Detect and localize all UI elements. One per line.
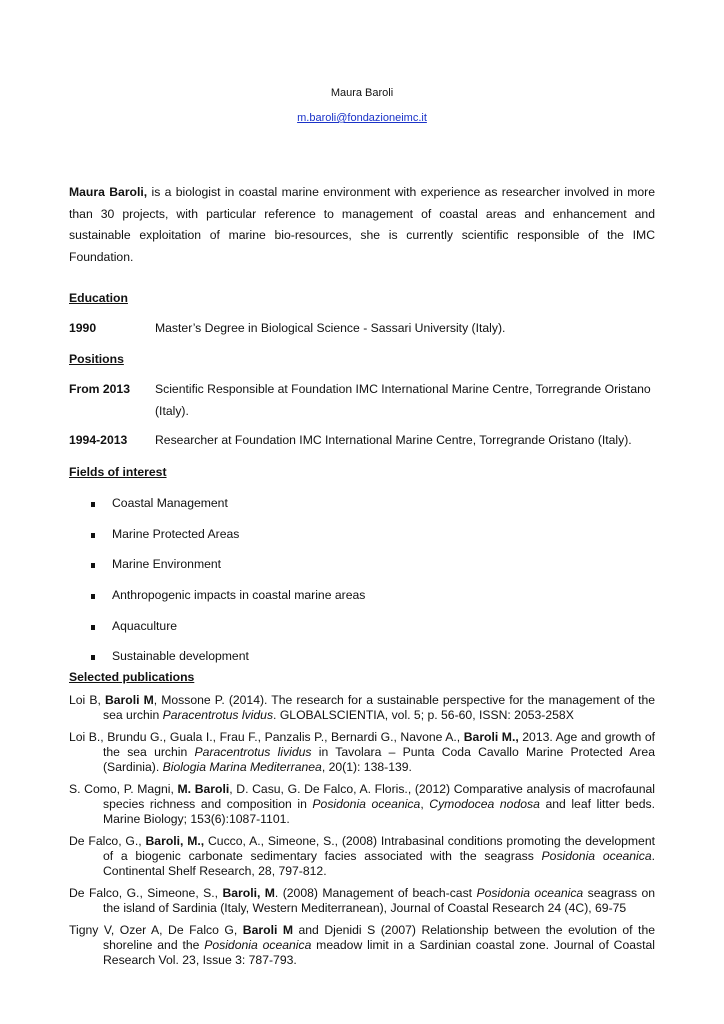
publication-text: . GLOBALSCIENTIA, vol. 5; p. 56-60, ISSN: 2053-258X (273, 708, 574, 722)
field-label: Marine Protected Areas (112, 527, 240, 541)
publication-text: , 20(1): 138-139. (321, 760, 412, 774)
publication-text: seagrass on the island of Sardinia (Italy, Western Mediterranean), Journal of Coastal Research 24 (4C), 69-75 (103, 886, 656, 915)
fields-heading: Fields of interest (69, 465, 167, 479)
species-name: Cymodocea nodosa (429, 797, 540, 811)
bullet-icon (91, 655, 95, 660)
publication-text: and leaf litter beds. Marine Biology; 153(6):1087-1101. (103, 797, 655, 826)
species-name: Posidonia oceanica (541, 849, 652, 863)
position-year: From 2013 (69, 382, 130, 396)
author-highlight: Baroli M (242, 923, 293, 937)
field-label: Anthropogenic impacts in coastal marine areas (112, 588, 366, 602)
publication-entry (69, 886, 655, 916)
publications-heading: Selected publications (69, 670, 195, 684)
author-highlight: M. Baroli (177, 782, 230, 796)
species-name: Posidonia oceanica (476, 886, 584, 900)
publication-text: and Djenidi S (2007) Relationship between the evolution of the shoreline and the (103, 923, 655, 952)
position-text: Researcher at Foundation IMC International Marine Centre, Torregrande Oristano (Italy). (155, 433, 632, 447)
education-text: Master’s Degree in Biological Science - Sassari University (Italy). (155, 321, 506, 335)
positions-heading: Positions (69, 352, 124, 366)
publication-entry (69, 693, 655, 723)
author-highlight: Baroli M., (463, 730, 519, 744)
field-label: Sustainable development (112, 649, 249, 663)
author-highlight: Baroli M (104, 693, 154, 707)
bullet-icon (91, 594, 95, 599)
publication-text: , (420, 797, 430, 811)
header-name: Maura Baroli (330, 87, 394, 99)
publication-text: S. Como, P. Magni, (69, 782, 178, 796)
header-email (69, 112, 655, 124)
education-heading: Education (69, 291, 128, 305)
species-name: Biologia Marina Mediterranea (162, 760, 322, 774)
email-link[interactable]: m.baroli@fondazioneimc.it (297, 112, 427, 124)
publication-text: De Falco, G., Simeone, S., (69, 886, 223, 900)
bullet-icon (91, 563, 95, 568)
field-label: Marine Environment (112, 557, 222, 571)
publication-entry (69, 923, 655, 968)
intro-paragraph (69, 182, 655, 268)
publication-text: Cucco, A., Simeone, S., (2008) Intrabasinal conditions promoting the development of a biogenic carbonate sedimentary facies associated with the seagrass (103, 834, 656, 863)
position-year: 1994-2013 (69, 433, 128, 447)
publication-text: . (2008) Management of beach-cast (274, 886, 477, 900)
bullet-icon (91, 533, 95, 538)
publication-text: Loi B, (69, 693, 105, 707)
species-name: Paracentrotus lvidus (162, 708, 274, 722)
field-label: Aquaculture (112, 619, 178, 633)
publication-entry (69, 834, 655, 879)
publication-text: , D. Casu, G. De Falco, A. Floris., (2012) Comparative analysis of macrofaunal species richness and composition in (103, 782, 656, 811)
species-name: Posidonia oceanica (204, 938, 312, 952)
author-highlight: Baroli, M., (145, 834, 205, 848)
publication-text: De Falco, G., (69, 834, 146, 848)
species-name: Posidonia oceanica (312, 797, 421, 811)
intro-text: is a biologist in coastal marine environment with experience as researcher involved in more than 30 projects, with particular reference to management of coastal areas and enhancement and sustainable exploitation of marine bio-resources, she is currently scientific responsible of the IMC Foundation. (69, 185, 655, 264)
position-text: Scientific Responsible at Foundation IMC International Marine Centre, Torregrande Oristano (Italy). (155, 382, 651, 418)
author-highlight: Baroli, M (222, 886, 275, 900)
publication-text: . Continental Shelf Research, 28, 797-812. (103, 849, 655, 878)
intro-name: Maura Baroli, (69, 185, 148, 199)
field-label: Coastal Management (112, 496, 228, 510)
publication-text: Loi B., Brundu G., Guala I., Frau F., Panzalis P., Bernardi G., Navone A., (69, 730, 464, 744)
publication-text: 2013. Age and growth of the sea urchin (103, 730, 655, 759)
publication-text: Tigny V, Ozer A, De Falco G, (69, 923, 243, 937)
publication-entry (69, 782, 655, 827)
publication-entry (69, 730, 655, 775)
bullet-icon (91, 625, 95, 630)
education-year: 1990 (69, 321, 97, 335)
publication-text: , Mossone P. (2014). The research for a sustainable perspective for the management of the sea urchin (103, 693, 656, 722)
bullet-icon (91, 502, 95, 507)
publication-text: meadow limit in a Sardinian coastal zone. Journal of Coastal Research Vol. 23, Issue 3: 787-793. (103, 938, 655, 967)
species-name: Paracentrotus lividus (194, 745, 312, 759)
publications-list (69, 693, 655, 975)
publication-text: in Tavolara – Punta Coda Cavallo Marine Protected Area (Sardinia). (103, 745, 655, 774)
